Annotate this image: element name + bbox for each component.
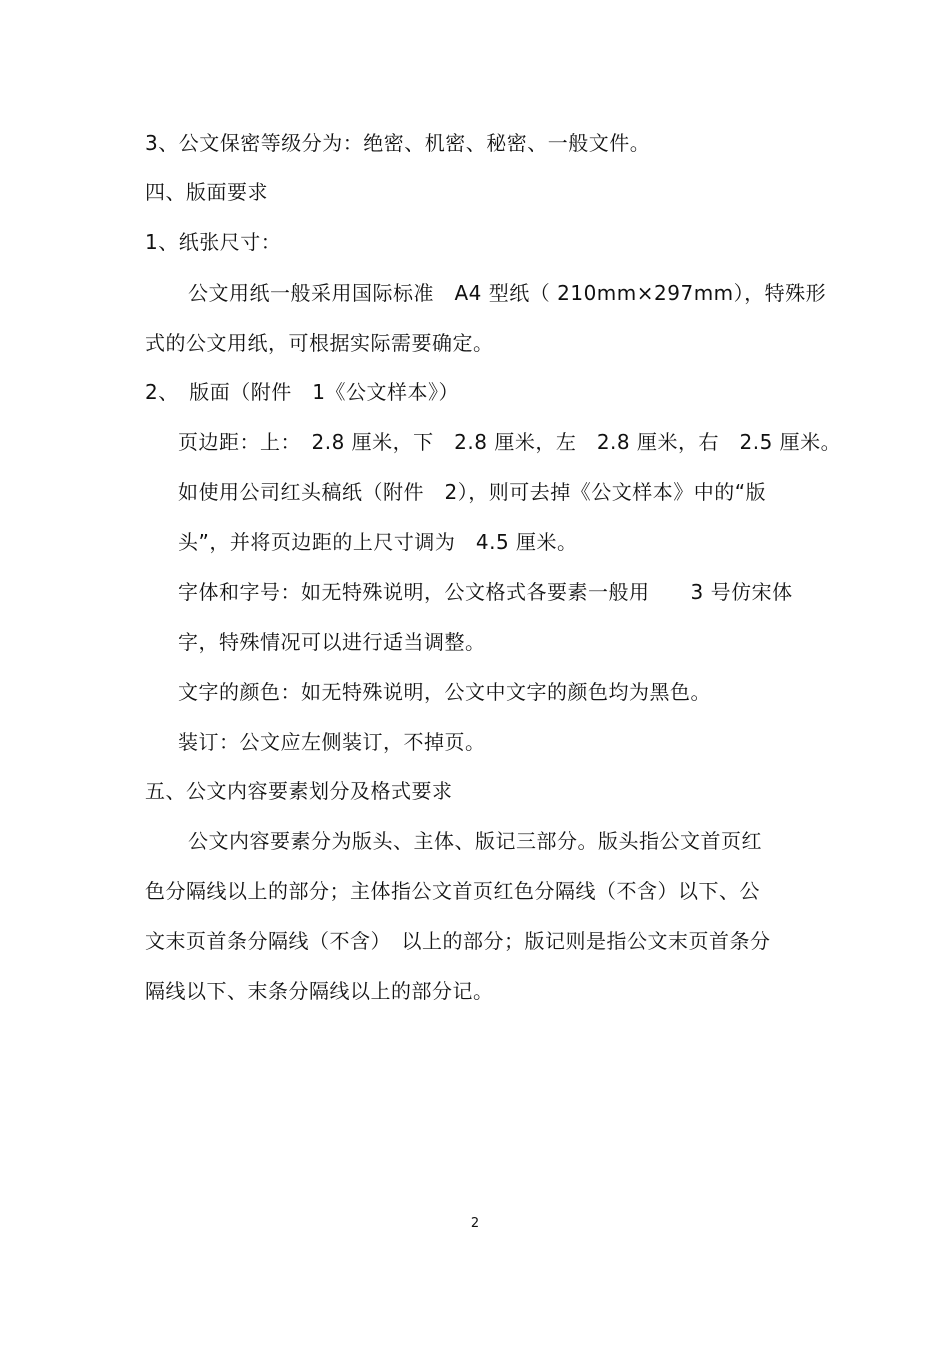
text-line-text-color: 文字的颜色：如无特殊说明，公文中文字的颜色均为黑色。 bbox=[178, 680, 711, 704]
text-line-font-2: 字，特殊情况可以进行适当调整。 bbox=[178, 630, 486, 654]
text-line-content-1: 公文内容要素分为版头、主体、版记三部分。版头指公文首页红 bbox=[188, 829, 762, 853]
text-line-content-2: 色分隔线以上的部分；主体指公文首页红色分隔线（不含）以下、公 bbox=[145, 879, 760, 903]
text-line-security-levels: 3、公文保密等级分为：绝密、机密、秘密、一般文件。 bbox=[145, 131, 651, 155]
text-line-binding: 装订：公文应左侧装订，不掉页。 bbox=[178, 730, 486, 754]
text-line-content-3: 文末页首条分隔线（不含） 以上的部分；版记则是指公文末页首条分 bbox=[145, 929, 771, 953]
section-heading-layout: 四、版面要求 bbox=[145, 180, 268, 204]
text-line-font-1: 字体和字号：如无特殊说明，公文格式各要素一般用 3 号仿宋体 bbox=[178, 580, 793, 604]
text-line-letterhead-2: 头”，并将页边距的上尺寸调为 4.5 厘米。 bbox=[178, 530, 578, 554]
text-line-margins: 页边距：上： 2.8 厘米，下 2.8 厘米，左 2.8 厘米，右 2.5 厘米。 bbox=[178, 430, 842, 454]
text-line-paper-size-2: 式的公文用纸，可根据实际需要确定。 bbox=[145, 331, 494, 355]
text-line-letterhead-1: 如使用公司红头稿纸（附件 2），则可去掉《公文样本》中的“版 bbox=[178, 480, 767, 504]
text-line-paper-size-1: 公文用纸一般采用国际标准 A4 型纸（ 210mm×297mm），特殊形 bbox=[188, 281, 827, 305]
subheading-layout: 2、 版面（附件 1《公文样本》） bbox=[145, 380, 459, 404]
text-line-content-4: 隔线以下、末条分隔线以上的部分记。 bbox=[145, 979, 494, 1003]
section-heading-content-elements: 五、公文内容要素划分及格式要求 bbox=[145, 779, 453, 803]
page-number: 2 bbox=[470, 1216, 480, 1231]
subheading-paper-size: 1、纸张尺寸： bbox=[145, 230, 282, 254]
